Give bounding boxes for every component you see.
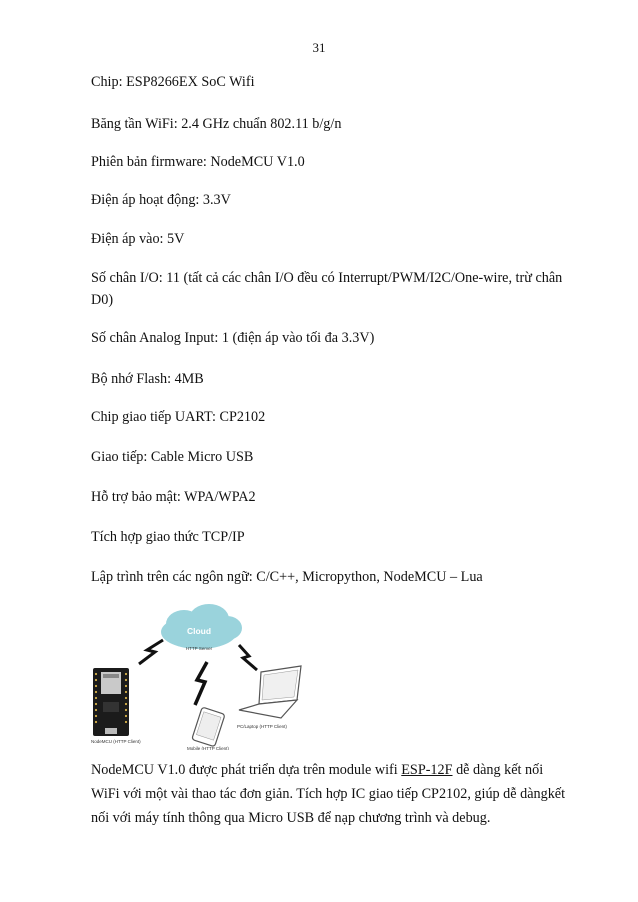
spec-security: Hỗ trợ bảo mật: WPA/WPA2 [91,489,256,505]
lightning-left-icon [139,640,163,664]
nodemcu-label: NodeMCU (HTTP Client) [91,739,141,744]
cloud-label: Cloud [186,626,212,636]
caption-text-start: NodeMCU V1.0 được phát triển dựa trên module wifi [91,762,402,778]
page-number: 31 [312,40,326,55]
spec-tcpip: Tích hợp giao thức TCP/IP [91,529,245,545]
mobile-label: Mobile (HTTP Client) [187,746,229,750]
spec-input-voltage: Điện áp vào: 5V [91,231,185,247]
caption-paragraph [91,758,571,830]
spec-chip: Chip: ESP8266EX SoC Wifi [91,74,255,90]
server-label: HTTP Server [185,646,213,651]
laptop-icon [239,666,301,718]
spec-flash: Bộ nhớ Flash: 4MB [91,371,204,387]
caption-text-end: dễ dàng kết nối WiFi với một vài thao tác đơn giản. Tích hợp IC giao tiếp CP2102, giúp dễ dàngkết nối với máy tính thông qua Micro USB để nạp chương trình và debug. [91,762,566,826]
spec-wifi-band: Băng tần WiFi: 2.4 GHz chuẩn 802.11 b/g/n [91,116,342,132]
nodemcu-board-icon [93,668,129,736]
spec-firmware: Phiên bản firmware: NodeMCU V1.0 [91,154,305,170]
lightning-middle-icon [195,662,207,705]
spec-operating-voltage: Điện áp hoạt động: 3.3V [91,192,231,208]
spec-uart: Chip giao tiếp UART: CP2102 [91,409,266,425]
spec-analog-input: Số chân Analog Input: 1 (điện áp vào tối đa 3.3V) [91,330,375,346]
nodemcu-network-diagram [89,600,329,750]
mobile-phone-icon [192,707,225,747]
spec-io-pins: Số chân I/O: 11 (tất cả các chân I/O đều có Interrupt/PWM/I2C/One-wire, trừ chân D0) [91,270,563,308]
pc-label: PC/Laptop (HTTP Client) [237,724,287,729]
esp12f-link[interactable]: ESP-12F [401,762,453,778]
lightning-right-icon [239,645,257,670]
spec-languages: Lập trình trên các ngôn ngữ: C/C++, Micropython, NodeMCU – Lua [91,569,483,585]
spec-interface: Giao tiếp: Cable Micro USB [91,449,254,465]
